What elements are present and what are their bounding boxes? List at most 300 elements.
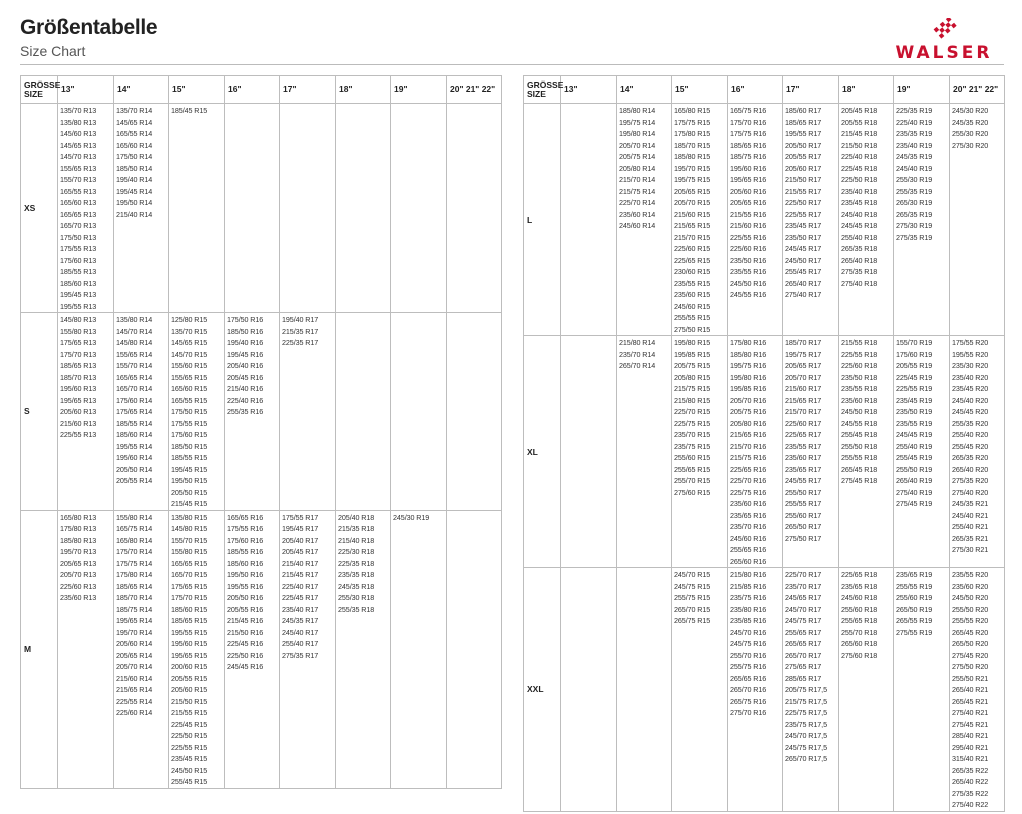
tire-size: 195/45 R13 bbox=[60, 290, 97, 299]
tire-cell bbox=[169, 104, 225, 313]
tire-size: 225/65 R17 bbox=[785, 430, 822, 439]
tire-size: 235/45 R19 bbox=[896, 395, 933, 405]
tire-size: 155/65 R13 bbox=[60, 163, 97, 173]
tire-cell bbox=[894, 104, 950, 336]
tire-size: 235/60 R13 bbox=[60, 593, 97, 602]
tire-size: 205/60 R16 bbox=[730, 186, 767, 196]
tire-size: 265/65 R16 bbox=[730, 673, 767, 683]
tire-size: 225/50 R15 bbox=[171, 731, 208, 740]
tire-size: 175/65 R13 bbox=[60, 338, 97, 347]
tire-size: 215/55 R16 bbox=[730, 209, 767, 219]
tire-cell bbox=[894, 568, 950, 812]
tire-size: 215/60 R14 bbox=[116, 673, 153, 683]
tire-size: 205/70 R17 bbox=[785, 372, 822, 382]
tire-size: 265/40 R20 bbox=[952, 464, 989, 474]
tire-size: 165/55 R14 bbox=[116, 129, 153, 138]
tire-size: 265/50 R17 bbox=[785, 522, 822, 531]
tire-size: 245/75 R17 bbox=[785, 616, 822, 625]
size-table-left bbox=[20, 75, 502, 789]
tire-size: 225/60 R14 bbox=[116, 708, 153, 717]
tire-size: 185/70 R13 bbox=[60, 372, 97, 382]
logo-wordmark: WALSER bbox=[895, 43, 993, 63]
tire-size: 235/65 R17 bbox=[785, 464, 822, 474]
tire-size: 265/40 R22 bbox=[952, 777, 989, 786]
tire-size: 265/45 R20 bbox=[952, 627, 989, 637]
tire-size: 255/35 R20 bbox=[952, 418, 989, 428]
tire-size: 245/60 R15 bbox=[674, 301, 711, 311]
tire-cell bbox=[672, 104, 728, 336]
tire-size: 185/80 R16 bbox=[730, 349, 767, 359]
tire-size: 255/40 R17 bbox=[282, 639, 319, 648]
tire-size: 230/60 R15 bbox=[674, 267, 711, 276]
tire-size: 155/60 R15 bbox=[171, 361, 208, 370]
tire-size: 245/50 R17 bbox=[785, 255, 822, 265]
tire-size: 255/55 R19 bbox=[896, 581, 933, 591]
tire-size: 185/70 R14 bbox=[116, 593, 153, 602]
column-header-rim: 20" 21" 22" bbox=[950, 76, 1005, 104]
tire-size: 205/50 R16 bbox=[227, 593, 264, 602]
tire-size: 275/40 R19 bbox=[896, 487, 933, 497]
tire-cell bbox=[391, 104, 447, 313]
tire-size: 235/45 R18 bbox=[841, 198, 878, 207]
column-header-rim: 19" bbox=[894, 76, 950, 104]
tire-size: 215/55 R17 bbox=[785, 186, 822, 196]
tire-size: 215/50 R15 bbox=[171, 696, 208, 706]
tire-size: 245/40 R19 bbox=[896, 163, 933, 173]
column-header-rim: 15" bbox=[169, 76, 225, 104]
tire-size: 275/55 R19 bbox=[896, 627, 933, 637]
tire-size: 195/50 R14 bbox=[116, 198, 153, 207]
tire-size: 195/75 R15 bbox=[674, 175, 711, 184]
tire-size: 275/35 R18 bbox=[841, 267, 878, 276]
tire-size: 215/75 R15 bbox=[674, 384, 711, 393]
tire-size: 215/80 R16 bbox=[730, 570, 767, 579]
tire-size: 135/70 R13 bbox=[60, 106, 97, 115]
tire-size: 275/30 R19 bbox=[896, 221, 933, 230]
tire-size: 195/80 R16 bbox=[730, 372, 767, 382]
size-row bbox=[524, 336, 1005, 568]
tire-size: 175/50 R16 bbox=[227, 315, 264, 324]
tire-size: 205/70 R13 bbox=[60, 570, 97, 579]
tire-size: 175/65 R14 bbox=[116, 407, 153, 416]
tire-size: 175/80 R15 bbox=[674, 129, 711, 138]
tire-size: 205/55 R17 bbox=[785, 152, 822, 161]
tire-size: 315/40 R21 bbox=[952, 754, 989, 763]
column-header-rim: 16" bbox=[225, 76, 280, 104]
tire-size: 255/30 R20 bbox=[952, 129, 989, 138]
tire-size: 185/60 R15 bbox=[171, 604, 208, 614]
tire-size: 165/70 R15 bbox=[171, 570, 208, 579]
tire-size: 215/40 R14 bbox=[116, 209, 153, 219]
tire-size: 235/55 R17 bbox=[785, 441, 822, 451]
tire-size: 175/55 R17 bbox=[282, 512, 319, 522]
tire-size: 215/40 R16 bbox=[227, 384, 264, 393]
tire-size: 245/45 R18 bbox=[841, 221, 878, 230]
tire-size: 255/40 R20 bbox=[952, 430, 989, 439]
tire-size: 225/75 R15 bbox=[674, 418, 711, 428]
tire-size: 265/50 R19 bbox=[896, 604, 933, 614]
tire-cell bbox=[447, 510, 502, 788]
tire-size: 145/65 R15 bbox=[171, 338, 208, 347]
tire-size: 245/30 R19 bbox=[393, 512, 430, 522]
tire-size: 255/70 R16 bbox=[730, 650, 767, 660]
tire-cell bbox=[58, 104, 114, 313]
tire-size: 215/60 R16 bbox=[730, 221, 767, 230]
tire-size: 225/70 R16 bbox=[730, 476, 767, 485]
tire-size: 245/70 R17,5 bbox=[785, 731, 827, 740]
tire-size: 235/65 R19 bbox=[896, 570, 933, 579]
tire-size: 245/40 R20 bbox=[952, 395, 989, 405]
tire-size: 195/70 R15 bbox=[674, 163, 711, 173]
tire-size: 185/70 R15 bbox=[674, 140, 711, 150]
tire-cell bbox=[617, 336, 672, 568]
tire-size: 155/65 R15 bbox=[171, 372, 208, 382]
tire-size: 245/75 R15 bbox=[674, 581, 711, 591]
column-header-rim: 18" bbox=[839, 76, 894, 104]
tire-size: 215/40 R17 bbox=[282, 558, 319, 568]
tire-size: 155/70 R13 bbox=[60, 175, 97, 184]
tire-size: 205/75 R17,5 bbox=[785, 685, 827, 694]
tire-size: 275/40 R21 bbox=[952, 708, 989, 717]
tire-size: 185/45 R15 bbox=[171, 106, 208, 115]
tire-size: 215/65 R14 bbox=[116, 685, 153, 694]
tire-size: 205/65 R14 bbox=[116, 650, 153, 660]
tire-size: 255/65 R15 bbox=[674, 464, 711, 474]
tire-size: 175/50 R14 bbox=[116, 152, 153, 161]
tire-size: 225/35 R18 bbox=[338, 558, 375, 568]
tire-size: 185/55 R13 bbox=[60, 267, 97, 276]
size-label: S bbox=[21, 313, 58, 511]
tire-size: 235/80 R16 bbox=[730, 604, 767, 614]
tire-size: 245/40 R17 bbox=[282, 627, 319, 637]
tire-size: 275/60 R15 bbox=[674, 487, 711, 497]
tire-size: 155/80 R14 bbox=[116, 512, 153, 522]
tire-size: 265/40 R17 bbox=[785, 278, 822, 288]
tire-size: 195/55 R16 bbox=[227, 581, 264, 591]
tire-size: 265/50 R20 bbox=[952, 639, 989, 648]
tire-size: 285/40 R21 bbox=[952, 731, 989, 740]
tire-cell bbox=[114, 510, 169, 788]
tire-size: 195/55 R20 bbox=[952, 349, 989, 359]
tire-cell bbox=[950, 104, 1005, 336]
tire-size: 275/35 R22 bbox=[952, 788, 989, 798]
tire-size: 175/75 R16 bbox=[730, 129, 767, 138]
tire-size: 255/50 R19 bbox=[896, 464, 933, 474]
tire-size: 195/45 R16 bbox=[227, 349, 264, 359]
tire-size: 225/70 R14 bbox=[619, 198, 656, 207]
tire-size: 195/55 R13 bbox=[60, 301, 97, 311]
tire-size: 215/45 R17 bbox=[282, 570, 319, 579]
tire-size: 175/75 R14 bbox=[116, 558, 153, 568]
tire-size: 215/65 R17 bbox=[785, 395, 822, 405]
tire-size: 245/35 R19 bbox=[896, 152, 933, 161]
tire-cell bbox=[225, 104, 280, 313]
tire-size: 215/35 R18 bbox=[338, 524, 375, 533]
tire-size: 205/70 R15 bbox=[674, 198, 711, 207]
tire-size: 235/75 R17,5 bbox=[785, 719, 827, 729]
tire-size: 155/70 R19 bbox=[896, 338, 933, 347]
tire-size: 235/45 R15 bbox=[171, 754, 208, 763]
tire-size: 225/50 R18 bbox=[841, 175, 878, 184]
tire-size: 225/40 R19 bbox=[896, 117, 933, 127]
tire-size: 225/45 R15 bbox=[171, 719, 208, 729]
tire-size: 235/50 R18 bbox=[841, 372, 878, 382]
size-row bbox=[21, 510, 502, 788]
tire-size: 265/40 R21 bbox=[952, 685, 989, 694]
tire-size: 225/60 R16 bbox=[730, 244, 767, 253]
tire-size: 145/65 R14 bbox=[116, 117, 153, 127]
column-header-rim: 19" bbox=[391, 76, 447, 104]
tire-size: 255/70 R18 bbox=[841, 627, 878, 637]
tire-size: 225/35 R19 bbox=[896, 106, 933, 115]
tire-size: 195/75 R16 bbox=[730, 361, 767, 370]
tire-size: 275/30 R20 bbox=[952, 140, 989, 150]
tire-size: 245/55 R16 bbox=[730, 290, 767, 299]
tire-size: 235/60 R14 bbox=[619, 209, 656, 219]
tire-size: 225/35 R17 bbox=[282, 338, 319, 347]
tire-size: 215/75 R14 bbox=[619, 186, 656, 196]
tire-size: 195/70 R13 bbox=[60, 547, 97, 556]
tire-cell bbox=[114, 313, 169, 511]
tire-size: 175/55 R13 bbox=[60, 244, 97, 253]
tire-size: 195/40 R16 bbox=[227, 338, 264, 347]
tire-size: 275/40 R20 bbox=[952, 487, 989, 497]
tire-size: 165/80 R15 bbox=[674, 106, 711, 115]
tire-cell bbox=[728, 568, 783, 812]
tire-size: 215/35 R17 bbox=[282, 326, 319, 336]
tire-size: 235/50 R17 bbox=[785, 232, 822, 242]
tire-size: 215/60 R17 bbox=[785, 384, 822, 393]
tire-size: 275/45 R20 bbox=[952, 650, 989, 660]
tire-size: 205/70 R14 bbox=[619, 140, 656, 150]
tire-size: 215/50 R18 bbox=[841, 140, 878, 150]
tire-cell bbox=[169, 510, 225, 788]
tire-size: 215/70 R16 bbox=[730, 441, 767, 451]
tire-cell bbox=[58, 313, 114, 511]
checkered-flag-icon bbox=[932, 18, 958, 40]
tire-size: 225/65 R16 bbox=[730, 464, 767, 474]
tire-size: 235/75 R15 bbox=[674, 441, 711, 451]
tire-size: 255/75 R16 bbox=[730, 662, 767, 671]
tire-size: 145/70 R15 bbox=[171, 349, 208, 359]
tire-size: 185/60 R14 bbox=[116, 430, 153, 439]
tire-size: 215/45 R16 bbox=[227, 616, 264, 625]
column-header-rim: 14" bbox=[114, 76, 169, 104]
tire-size: 195/55 R17 bbox=[785, 129, 822, 138]
tire-size: 165/65 R14 bbox=[116, 372, 153, 382]
tire-size: 175/55 R20 bbox=[952, 338, 989, 347]
tire-size: 235/75 R16 bbox=[730, 593, 767, 602]
tire-size: 245/35 R18 bbox=[338, 581, 375, 591]
tire-size: 195/50 R16 bbox=[227, 570, 264, 579]
tire-cell bbox=[783, 336, 839, 568]
tire-size: 205/50 R15 bbox=[171, 487, 208, 497]
tire-size: 245/75 R17,5 bbox=[785, 742, 827, 752]
tire-size: 245/50 R16 bbox=[730, 278, 767, 288]
tire-size: 225/40 R17 bbox=[282, 581, 319, 591]
header-row bbox=[524, 76, 1005, 104]
size-label: XL bbox=[524, 336, 561, 568]
tire-size: 245/50 R15 bbox=[171, 765, 208, 775]
tire-size: 215/50 R16 bbox=[227, 627, 264, 637]
tire-size: 175/80 R13 bbox=[60, 524, 97, 533]
tire-size: 215/60 R15 bbox=[674, 209, 711, 219]
tire-size: 205/55 R16 bbox=[227, 604, 264, 614]
tire-cell bbox=[391, 313, 447, 511]
tire-size: 175/80 R16 bbox=[730, 338, 767, 347]
tire-size: 155/70 R15 bbox=[171, 535, 208, 545]
tire-size: 245/70 R17 bbox=[785, 604, 822, 614]
tire-size: 255/65 R16 bbox=[730, 545, 767, 554]
tire-size: 265/70 R17 bbox=[785, 650, 822, 660]
tire-size: 245/75 R16 bbox=[730, 639, 767, 648]
tire-size: 275/70 R16 bbox=[730, 708, 767, 717]
tire-size: 145/70 R13 bbox=[60, 152, 97, 161]
tire-size: 185/65 R15 bbox=[171, 616, 208, 625]
tire-size: 165/70 R13 bbox=[60, 221, 97, 230]
tire-size: 205/45 R18 bbox=[841, 106, 878, 115]
tire-size: 195/80 R15 bbox=[674, 338, 711, 347]
tire-size: 265/45 R18 bbox=[841, 464, 878, 474]
tire-size: 235/85 R16 bbox=[730, 616, 767, 625]
tire-size: 165/80 R14 bbox=[116, 535, 153, 545]
tire-size: 155/65 R14 bbox=[116, 349, 153, 359]
tire-size: 135/80 R15 bbox=[171, 512, 208, 522]
tire-size: 275/60 R18 bbox=[841, 650, 878, 660]
tire-size: 235/60 R20 bbox=[952, 581, 989, 591]
tire-size: 255/35 R16 bbox=[227, 407, 264, 416]
column-header-size: GRÖSSE SIZE bbox=[21, 76, 58, 104]
column-header-rim: 17" bbox=[783, 76, 839, 104]
tire-size: 255/55 R18 bbox=[841, 453, 878, 462]
tire-size: 265/70 R14 bbox=[619, 361, 656, 370]
tire-cell bbox=[280, 313, 336, 511]
tire-cell bbox=[783, 568, 839, 812]
tire-size: 195/55 R14 bbox=[116, 441, 153, 451]
tire-size: 175/65 R15 bbox=[171, 581, 208, 591]
tire-size: 175/60 R13 bbox=[60, 255, 97, 265]
tire-size: 195/45 R15 bbox=[171, 464, 208, 474]
tire-size: 225/60 R17 bbox=[785, 418, 822, 428]
tire-size: 165/70 R14 bbox=[116, 384, 153, 393]
tire-size: 185/55 R16 bbox=[227, 547, 264, 556]
tire-size: 245/40 R21 bbox=[952, 510, 989, 520]
tire-size: 245/55 R18 bbox=[841, 418, 878, 428]
tire-size: 185/60 R13 bbox=[60, 278, 97, 288]
tire-size: 245/60 R18 bbox=[841, 593, 878, 602]
tire-size: 195/70 R14 bbox=[116, 627, 153, 637]
tire-size: 155/70 R14 bbox=[116, 361, 153, 370]
tire-cell bbox=[391, 510, 447, 788]
tire-size: 165/75 R16 bbox=[730, 106, 767, 115]
tire-size: 175/55 R16 bbox=[227, 524, 264, 533]
tire-size: 215/70 R17 bbox=[785, 407, 822, 416]
tire-size: 255/45 R19 bbox=[896, 453, 933, 462]
tire-size: 145/70 R14 bbox=[116, 326, 153, 336]
tire-size: 235/35 R19 bbox=[896, 129, 933, 138]
tire-cell bbox=[561, 104, 617, 336]
size-row bbox=[21, 313, 502, 511]
tire-size: 195/75 R17 bbox=[785, 349, 822, 359]
header-divider bbox=[20, 64, 1004, 65]
walser-logo bbox=[882, 18, 1006, 62]
tire-size: 235/45 R20 bbox=[952, 384, 989, 393]
tire-size: 275/35 R17 bbox=[282, 650, 319, 660]
tire-size: 275/40 R17 bbox=[785, 290, 822, 299]
size-label: XS bbox=[21, 104, 58, 313]
tire-cell bbox=[672, 336, 728, 568]
tire-cell bbox=[447, 104, 502, 313]
tire-size: 175/70 R14 bbox=[116, 547, 153, 556]
tire-size: 275/30 R21 bbox=[952, 545, 989, 554]
tire-size: 185/80 R13 bbox=[60, 535, 97, 545]
tire-size: 235/60 R18 bbox=[841, 395, 878, 405]
tire-size: 155/80 R15 bbox=[171, 547, 208, 556]
tire-size: 195/85 R16 bbox=[730, 384, 767, 393]
tire-size: 265/30 R19 bbox=[896, 198, 933, 207]
tire-size: 205/80 R15 bbox=[674, 372, 711, 382]
tire-size: 235/40 R19 bbox=[896, 140, 933, 150]
size-row bbox=[21, 104, 502, 313]
tire-size: 205/40 R18 bbox=[338, 512, 375, 522]
tire-size: 225/70 R15 bbox=[674, 407, 711, 416]
tire-size: 195/85 R15 bbox=[674, 349, 711, 359]
tire-size: 135/70 R14 bbox=[116, 106, 153, 115]
tire-size: 255/40 R21 bbox=[952, 522, 989, 531]
tire-size: 195/40 R17 bbox=[282, 315, 319, 324]
tire-size: 225/75 R17,5 bbox=[785, 708, 827, 717]
tire-size: 235/30 R20 bbox=[952, 361, 989, 370]
tire-size: 265/35 R22 bbox=[952, 765, 989, 775]
tire-size: 245/70 R16 bbox=[730, 627, 767, 637]
tire-size: 205/65 R16 bbox=[730, 198, 767, 207]
tire-size: 175/60 R16 bbox=[227, 535, 264, 545]
tire-size: 235/55 R20 bbox=[952, 570, 989, 579]
tire-size: 185/60 R16 bbox=[227, 558, 264, 568]
column-header-rim: 13" bbox=[58, 76, 114, 104]
tire-size: 145/80 R14 bbox=[116, 338, 153, 347]
tire-size: 205/55 R18 bbox=[841, 117, 878, 127]
tire-size: 255/45 R15 bbox=[171, 777, 208, 786]
column-header-rim: 20" 21" 22" bbox=[447, 76, 502, 104]
tire-size: 275/50 R15 bbox=[674, 324, 711, 334]
tire-size: 145/65 R13 bbox=[60, 140, 97, 150]
tire-cell bbox=[839, 336, 894, 568]
tire-size: 195/65 R14 bbox=[116, 616, 153, 625]
column-header-rim: 14" bbox=[617, 76, 672, 104]
tire-size: 205/55 R19 bbox=[896, 361, 933, 370]
tire-size: 265/40 R18 bbox=[841, 255, 878, 265]
tire-size: 205/75 R15 bbox=[674, 361, 711, 370]
tire-size: 265/65 R17 bbox=[785, 639, 822, 648]
tire-size: 215/65 R15 bbox=[674, 221, 711, 230]
tire-size: 235/55 R19 bbox=[896, 418, 933, 428]
tire-size: 235/40 R17 bbox=[282, 604, 319, 614]
tire-size: 225/45 R16 bbox=[227, 639, 264, 648]
tire-size: 185/75 R16 bbox=[730, 152, 767, 161]
tire-size: 165/65 R16 bbox=[227, 512, 264, 522]
tire-size: 205/55 R14 bbox=[116, 476, 153, 485]
tire-size: 205/70 R16 bbox=[730, 395, 767, 405]
tire-size: 255/50 R17 bbox=[785, 487, 822, 497]
tire-size: 175/50 R13 bbox=[60, 232, 97, 242]
tire-size: 175/70 R16 bbox=[730, 117, 767, 127]
tire-size: 245/45 R17 bbox=[785, 244, 822, 253]
tire-size: 165/55 R15 bbox=[171, 395, 208, 405]
tire-size: 185/70 R17 bbox=[785, 338, 822, 347]
size-label: M bbox=[21, 510, 58, 788]
tire-size: 235/40 R20 bbox=[952, 372, 989, 382]
